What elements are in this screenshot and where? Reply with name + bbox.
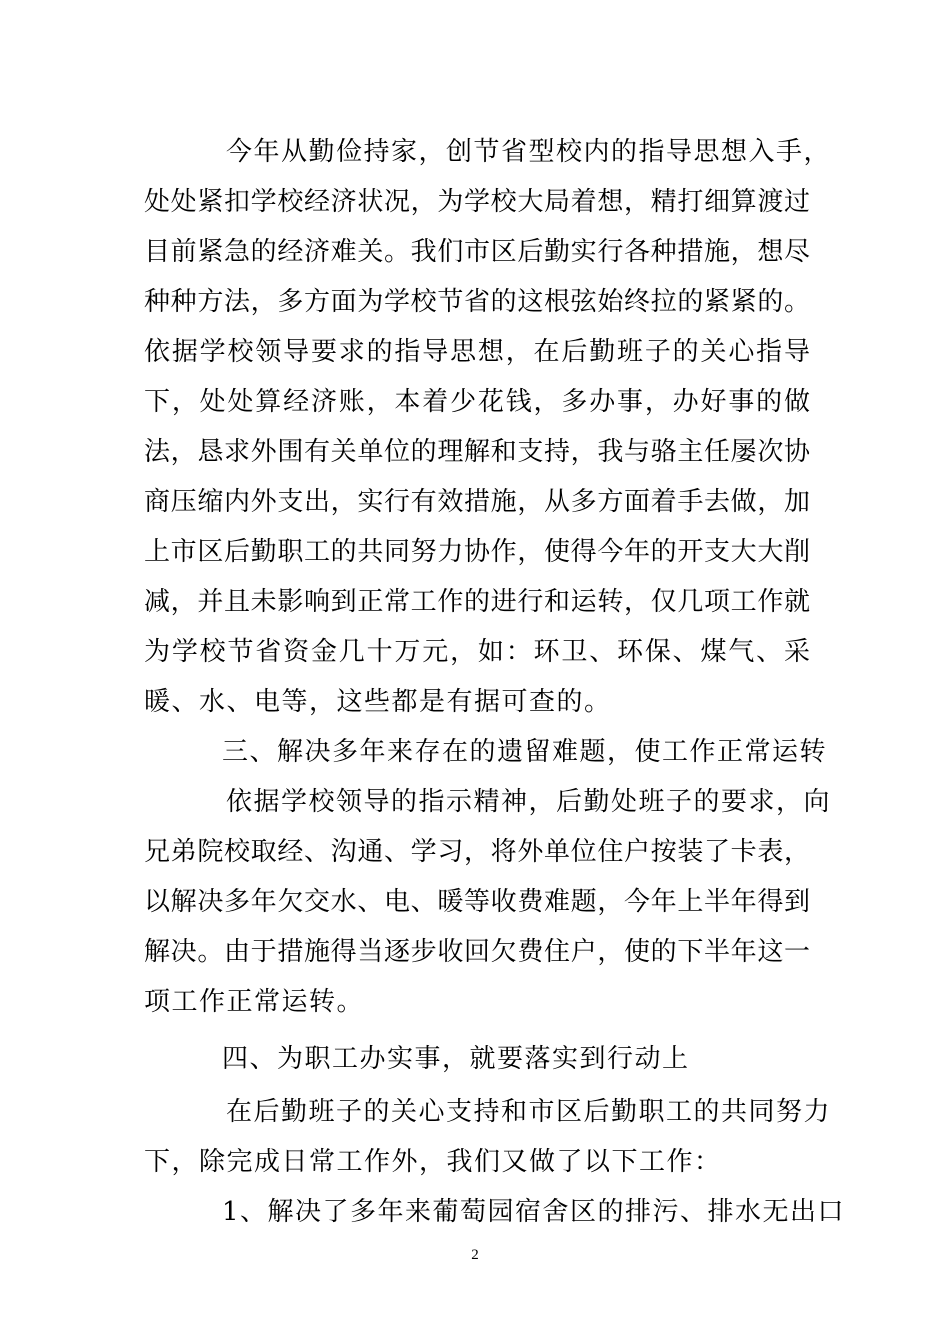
paragraph-line: 为学校节省资金几十万元，如：环卫、环保、煤气、采 — [144, 637, 810, 667]
paragraph-line: 依据学校领导要求的指导思想，在后勤班子的关心指导 — [144, 337, 810, 367]
paragraph-line: 商压缩内外支出，实行有效措施，从多方面着手去做，加 — [144, 487, 810, 517]
paragraph-line: 减，并且未影响到正常工作的进行和运转，仅几项工作就 — [144, 587, 810, 617]
paragraph-line: 以解决多年欠交水、电、暖等收费难题，今年上半年得到 — [144, 887, 810, 917]
paragraph-line: 暖、水、电等，这些都是有据可查的。 — [144, 687, 612, 717]
paragraph-line: 解决。由于措施得当逐步收回欠费住户，使的下半年这一 — [144, 937, 810, 967]
section-heading: 四、为职工办实事，就要落实到行动上 — [222, 1044, 690, 1074]
paragraph-line: 上市区后勤职工的共同努力协作，使得今年的开支大大削 — [144, 537, 810, 567]
paragraph-line: 下，处处算经济账，本着少花钱，多办事，办好事的做 — [144, 387, 810, 417]
paragraph-line: 种种方法，多方面为学校节省的这根弦始终拉的紧紧的。 — [144, 287, 810, 317]
paragraph-line: 下，除完成日常工作外，我们又做了以下工作： — [144, 1147, 722, 1177]
section-heading: 三、解决多年来存在的遗留难题，使工作正常运转 — [222, 737, 828, 767]
paragraph-line: 今年从勤俭持家，创节省型校内的指导思想入手， — [226, 137, 832, 167]
paragraph-line: 依据学校领导的指示精神，后勤处班子的要求，向 — [226, 787, 832, 817]
paragraph-line: 法，恳求外围有关单位的理解和支持，我与骆主任屡次协 — [144, 437, 810, 467]
paragraph-line: 兄弟院校取经、沟通、学习，将外单位住户按装了卡表， — [144, 837, 810, 867]
paragraph-line: 项工作正常运转。 — [144, 987, 365, 1017]
paragraph-line: 在后勤班子的关心支持和市区后勤职工的共同努力 — [226, 1097, 832, 1127]
page-number: 2 — [471, 1247, 479, 1263]
paragraph-line: 目前紧急的经济难关。我们市区后勤实行各种措施，想尽 — [144, 237, 810, 267]
list-item: 1、解决了多年来葡萄园宿舍区的排污、排水无出口 — [222, 1197, 846, 1227]
paragraph-line: 处处紧扣学校经济状况，为学校大局着想，精打细算渡过 — [144, 187, 810, 217]
